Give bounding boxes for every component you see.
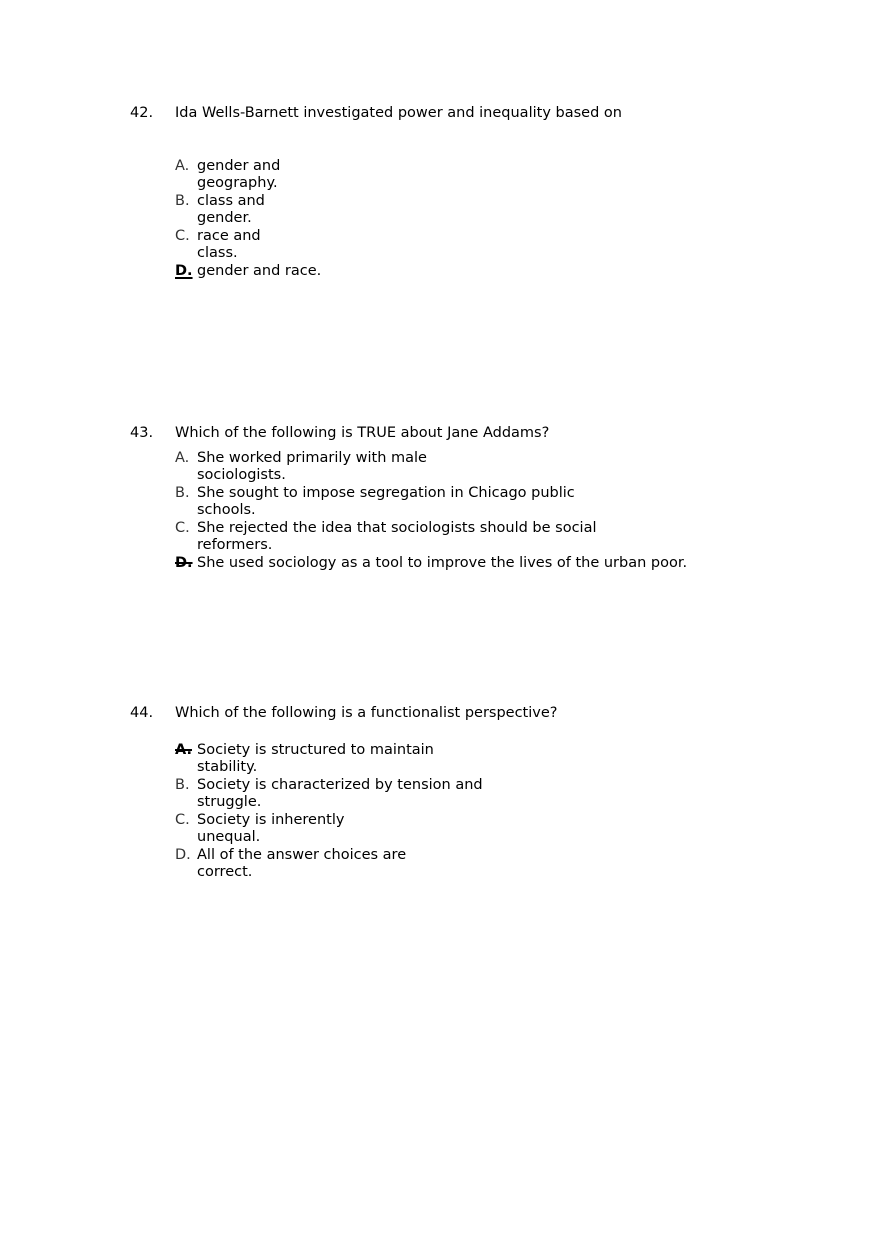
choice-letter: A. bbox=[175, 450, 190, 466]
choice-text-line: She worked primarily with male bbox=[197, 450, 427, 466]
choice-letter: A. bbox=[175, 158, 190, 174]
choice-text-line: She rejected the idea that sociologists should be social bbox=[197, 520, 597, 536]
question-text: Which of the following is TRUE about Jane Addams? bbox=[175, 425, 550, 441]
choice-text-line: unequal. bbox=[197, 829, 261, 845]
choice-text-line: correct. bbox=[197, 864, 253, 880]
choice-b bbox=[175, 193, 307, 227]
choice-letter-correct: A. bbox=[175, 742, 192, 758]
question-number: 44. bbox=[130, 705, 154, 721]
question-text: Which of the following is a functionalist perspective? bbox=[175, 705, 558, 721]
choice-letter: C. bbox=[175, 812, 190, 828]
choice-text-line: gender. bbox=[197, 210, 252, 226]
choice-c bbox=[175, 520, 687, 554]
choice-c bbox=[175, 812, 483, 846]
question-text: Ida Wells-Barnett investigated power and inequality based on bbox=[175, 105, 622, 121]
choice-text-line: struggle. bbox=[197, 794, 262, 810]
choice-a-correct bbox=[175, 742, 483, 776]
choice-letter-correct: D. bbox=[175, 263, 193, 279]
choice-letter: D. bbox=[175, 847, 191, 863]
choice-text-line: Society is structured to maintain bbox=[197, 742, 434, 758]
choice-text-line: gender and race. bbox=[197, 263, 322, 279]
choice-d-correct bbox=[175, 263, 321, 280]
choice-text-line: Society is characterized by tension and bbox=[197, 777, 483, 793]
answer-choices bbox=[175, 158, 321, 281]
choice-letter: B. bbox=[175, 777, 190, 793]
answer-choices bbox=[175, 450, 687, 573]
choice-letter-correct: D. bbox=[175, 555, 193, 571]
choice-text-line: gender and bbox=[197, 158, 281, 174]
choice-text-line: class and bbox=[197, 193, 265, 209]
choice-letter: C. bbox=[175, 228, 190, 244]
choice-text-line: sociologists. bbox=[197, 467, 286, 483]
choice-d bbox=[175, 847, 483, 881]
choice-text-line: She sought to impose segregation in Chicago public bbox=[197, 485, 575, 501]
choice-d-correct bbox=[175, 555, 687, 572]
choice-a bbox=[175, 158, 307, 192]
choice-letter: C. bbox=[175, 520, 190, 536]
choice-letter: B. bbox=[175, 485, 190, 501]
answer-choices bbox=[175, 742, 483, 882]
choice-c bbox=[175, 228, 307, 262]
choice-text-line: Society is inherently bbox=[197, 812, 345, 828]
choice-letter: B. bbox=[175, 193, 190, 209]
choice-text-line: All of the answer choices are bbox=[197, 847, 407, 863]
choice-b bbox=[175, 485, 687, 519]
question-number: 43. bbox=[130, 425, 154, 441]
choice-text-line: race and bbox=[197, 228, 261, 244]
choice-text-line: class. bbox=[197, 245, 238, 261]
choice-text-line: stability. bbox=[197, 759, 258, 775]
choice-text-line: She used sociology as a tool to improve the lives of the urban poor. bbox=[197, 555, 688, 571]
choice-a bbox=[175, 450, 687, 484]
choice-text-line: geography. bbox=[197, 175, 278, 191]
choice-b bbox=[175, 777, 483, 811]
choice-text-line: schools. bbox=[197, 502, 256, 518]
question-number: 42. bbox=[130, 105, 154, 121]
choice-text-line: reformers. bbox=[197, 537, 273, 553]
